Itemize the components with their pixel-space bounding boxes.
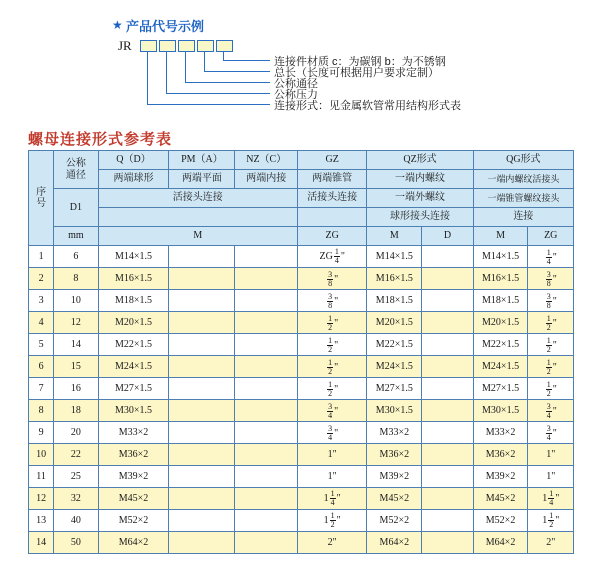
cell-pm [169, 488, 235, 510]
cell-q: M64×2 [98, 532, 169, 554]
header-qz-d: D [422, 227, 473, 246]
leader-h-5 [223, 60, 270, 61]
header-blank-gz [297, 208, 366, 227]
cell-seq: 12 [29, 488, 54, 510]
cell-qz-d [422, 290, 473, 312]
legend-total-length: 总长（长度可根据用户要求定制） [274, 67, 439, 79]
cell-dn: 15 [54, 356, 98, 378]
cell-qz-m: M64×2 [367, 532, 422, 554]
cell-nz [235, 378, 297, 400]
cell-qg-m: M33×2 [473, 422, 528, 444]
cell-qz-d [422, 268, 473, 290]
cell-seq: 9 [29, 422, 54, 444]
cell-q: M20×1.5 [98, 312, 169, 334]
cell-gz: 1" [297, 444, 366, 466]
header-qz-desc: 一端内螺纹 [367, 170, 473, 189]
cell-pm [169, 334, 235, 356]
header-group-pm: PM（A） [169, 151, 235, 170]
cell-qg-zg: $\frac{1}{2}$ " [528, 312, 574, 334]
cell-dn: 16 [54, 378, 98, 400]
code-box-4 [197, 40, 214, 52]
cell-nz [235, 510, 297, 532]
cell-gz: 2" [297, 532, 366, 554]
code-box-1 [140, 40, 157, 52]
cell-qg-m: M14×1.5 [473, 246, 528, 268]
table-row [29, 268, 574, 290]
cell-qg-zg: 1" [528, 444, 574, 466]
cell-seq: 4 [29, 312, 54, 334]
cell-gz: $\frac{3}{8}$ " [297, 268, 366, 290]
cell-nz [235, 312, 297, 334]
table-row [29, 466, 574, 488]
cell-pm [169, 444, 235, 466]
cell-seq: 13 [29, 510, 54, 532]
cell-gz: $\frac{3}{4}$ " [297, 422, 366, 444]
cell-pm [169, 466, 235, 488]
header-group-qg: QG形式 [473, 151, 573, 170]
table-row [29, 334, 574, 356]
cell-qg-m: M36×2 [473, 444, 528, 466]
cell-seq: 7 [29, 378, 54, 400]
header-q-desc: 两端球形 [98, 170, 169, 189]
cell-seq: 14 [29, 532, 54, 554]
cell-qz-m: M27×1.5 [367, 378, 422, 400]
cell-dn: 14 [54, 334, 98, 356]
cell-qg-zg: $\frac{3}{4}$ " [528, 400, 574, 422]
cell-q: M27×1.5 [98, 378, 169, 400]
cell-qz-d [422, 510, 473, 532]
cell-nz [235, 444, 297, 466]
cell-qg-m: M18×1.5 [473, 290, 528, 312]
legend-nominal-pressure: 公称压力 [274, 89, 318, 101]
cell-qg-zg: $\frac{3}{8}$ " [528, 290, 574, 312]
header-group-nz: NZ（C） [235, 151, 297, 170]
table-header-row-3 [29, 189, 574, 208]
cell-qz-m: M30×1.5 [367, 400, 422, 422]
star-icon: ★ [112, 18, 123, 32]
cell-qg-m: M45×2 [473, 488, 528, 510]
header-pm-desc: 两端平面 [169, 170, 235, 189]
cell-q: M22×1.5 [98, 334, 169, 356]
table-header-row-5 [29, 227, 574, 246]
leader-line-1 [147, 51, 148, 104]
cell-pm [169, 246, 235, 268]
cell-q: M30×1.5 [98, 400, 169, 422]
cell-gz: ZG $\frac{1}{4}$ " [297, 246, 366, 268]
cell-q: M45×2 [98, 488, 169, 510]
cell-gz: 1 $\frac{1}{4}$ " [297, 488, 366, 510]
cell-pm [169, 532, 235, 554]
cell-seq: 2 [29, 268, 54, 290]
cell-qg-m: M52×2 [473, 510, 528, 532]
cell-dn: 22 [54, 444, 98, 466]
cell-qg-m: M22×1.5 [473, 334, 528, 356]
cell-pm [169, 378, 235, 400]
table-row [29, 246, 574, 268]
cell-gz: 1 $\frac{1}{2}$ " [297, 510, 366, 532]
cell-qz-d [422, 378, 473, 400]
cell-qg-m: M20×1.5 [473, 312, 528, 334]
header-group-q: Q（D） [98, 151, 169, 170]
cell-qg-m: M16×1.5 [473, 268, 528, 290]
cell-qg-zg: $\frac{1}{2}$ " [528, 334, 574, 356]
cell-qz-m: M39×2 [367, 466, 422, 488]
header-d1: D1 [54, 189, 98, 227]
table-header-row-2 [29, 170, 574, 189]
cell-qz-m: M33×2 [367, 422, 422, 444]
cell-qz-m: M18×1.5 [367, 290, 422, 312]
cell-qz-d [422, 356, 473, 378]
cell-qz-m: M36×2 [367, 444, 422, 466]
code-box-5 [216, 40, 233, 52]
cell-gz: 1" [297, 466, 366, 488]
cell-qz-d [422, 532, 473, 554]
cell-nz [235, 466, 297, 488]
cell-q: M39×2 [98, 466, 169, 488]
header-qg-connect: 连接 [473, 208, 573, 227]
leader-line-2 [166, 51, 167, 93]
cell-qz-m: M45×2 [367, 488, 422, 510]
header-seq: 序号 [29, 151, 54, 246]
cell-nz [235, 532, 297, 554]
header-unit-zg: ZG [297, 227, 366, 246]
cell-qg-zg: $\frac{1}{4}$ " [528, 246, 574, 268]
header-group-qz: QZ形式 [367, 151, 473, 170]
cell-qz-d [422, 422, 473, 444]
cell-pm [169, 510, 235, 532]
cell-qz-d [422, 488, 473, 510]
cell-qg-zg: $\frac{1}{2}$ " [528, 378, 574, 400]
cell-qz-m: M14×1.5 [367, 246, 422, 268]
cell-qg-zg: $\frac{3}{8}$ " [528, 268, 574, 290]
cell-dn: 25 [54, 466, 98, 488]
table-header-row-1 [29, 151, 574, 170]
header-unit-m: M [98, 227, 297, 246]
cell-qg-m: M27×1.5 [473, 378, 528, 400]
cell-nz [235, 400, 297, 422]
page-title: 螺母连接形式参考表 [28, 131, 173, 148]
cell-q: M33×2 [98, 422, 169, 444]
cell-seq: 11 [29, 466, 54, 488]
header-qg-taper-thread: 一端锥管螺纹接头 [473, 189, 573, 208]
cell-dn: 32 [54, 488, 98, 510]
cell-q: M52×2 [98, 510, 169, 532]
diagram-title: 产品代号示例 [126, 19, 205, 34]
cell-nz [235, 488, 297, 510]
cell-gz: $\frac{1}{2}$ " [297, 378, 366, 400]
table-row [29, 422, 574, 444]
header-qz-m: M [367, 227, 422, 246]
cell-gz: $\frac{1}{2}$ " [297, 334, 366, 356]
cell-gz: $\frac{1}{2}$ " [297, 312, 366, 334]
table-row [29, 312, 574, 334]
cell-gz: $\frac{3}{8}$ " [297, 290, 366, 312]
cell-q: M16×1.5 [98, 268, 169, 290]
cell-qg-m: M39×2 [473, 466, 528, 488]
cell-pm [169, 422, 235, 444]
table-row [29, 532, 574, 554]
cell-qz-d [422, 444, 473, 466]
cell-qz-m: M22×1.5 [367, 334, 422, 356]
cell-dn: 20 [54, 422, 98, 444]
header-gz-union: 活接头连接 [297, 189, 366, 208]
cell-qg-zg: 1 $\frac{1}{2}$ " [528, 510, 574, 532]
cell-seq: 8 [29, 400, 54, 422]
cell-dn: 50 [54, 532, 98, 554]
nut-connection-table [28, 150, 574, 554]
leader-h-1 [147, 104, 270, 105]
table-row [29, 356, 574, 378]
table-row [29, 378, 574, 400]
cell-qz-m: M24×1.5 [367, 356, 422, 378]
cell-nz [235, 334, 297, 356]
cell-qg-m: M30×1.5 [473, 400, 528, 422]
cell-qz-m: M16×1.5 [367, 268, 422, 290]
leader-line-3 [185, 51, 186, 82]
legend-material: 连接件材质 c：为碳钢 b：为不锈钢 [274, 56, 446, 68]
leader-line-5 [223, 51, 224, 60]
cell-nz [235, 246, 297, 268]
cell-dn: 10 [54, 290, 98, 312]
header-nz-desc: 两端内接 [235, 170, 297, 189]
legend-connection-type: 连接形式：见金属软管常用结构形式表 [274, 100, 461, 112]
header-qz-ext-thread: 一端外螺纹 [367, 189, 473, 208]
cell-pm [169, 400, 235, 422]
cell-qg-zg: $\frac{1}{2}$ " [528, 356, 574, 378]
header-left-union: 活接头连接 [98, 189, 297, 208]
leader-h-3 [185, 82, 270, 83]
cell-pm [169, 312, 235, 334]
header-unit-mm: mm [54, 227, 98, 246]
leader-h-4 [204, 71, 270, 72]
cell-pm [169, 290, 235, 312]
cell-seq: 5 [29, 334, 54, 356]
code-prefix: JR [118, 38, 132, 53]
cell-qg-zg: $\frac{3}{4}$ " [528, 422, 574, 444]
cell-qg-m: M64×2 [473, 532, 528, 554]
table-body [29, 246, 574, 554]
header-dn: 公称通径 [54, 151, 98, 189]
cell-dn: 6 [54, 246, 98, 268]
table-row [29, 488, 574, 510]
cell-seq: 10 [29, 444, 54, 466]
cell-qg-zg: 1 $\frac{1}{4}$ " [528, 488, 574, 510]
cell-gz: $\frac{3}{4}$ " [297, 400, 366, 422]
cell-qg-zg: 2" [528, 532, 574, 554]
header-qg-zg: ZG [528, 227, 574, 246]
cell-qg-m: M24×1.5 [473, 356, 528, 378]
header-blank-left [98, 208, 297, 227]
table-head [29, 151, 574, 246]
cell-qz-d [422, 312, 473, 334]
cell-q: M14×1.5 [98, 246, 169, 268]
cell-dn: 18 [54, 400, 98, 422]
cell-dn: 40 [54, 510, 98, 532]
header-qg-m: M [473, 227, 528, 246]
cell-qz-m: M52×2 [367, 510, 422, 532]
cell-pm [169, 268, 235, 290]
table-row [29, 290, 574, 312]
header-qz-ball-joint: 球形接头连接 [367, 208, 473, 227]
cell-nz [235, 268, 297, 290]
leader-h-2 [166, 93, 270, 94]
cell-gz: $\frac{1}{2}$ " [297, 356, 366, 378]
cell-dn: 12 [54, 312, 98, 334]
code-box-3 [178, 40, 195, 52]
cell-q: M36×2 [98, 444, 169, 466]
cell-qz-m: M20×1.5 [367, 312, 422, 334]
table-header-row-4 [29, 208, 574, 227]
legend-nominal-diameter: 公称通径 [274, 78, 318, 90]
cell-qz-d [422, 334, 473, 356]
cell-qg-zg: 1" [528, 466, 574, 488]
cell-seq: 6 [29, 356, 54, 378]
cell-nz [235, 290, 297, 312]
header-qg-desc: 一端内螺纹活接头 [473, 170, 573, 189]
header-gz-desc: 两端锥管 [297, 170, 366, 189]
cell-qz-d [422, 246, 473, 268]
cell-dn: 8 [54, 268, 98, 290]
cell-qz-d [422, 466, 473, 488]
cell-nz [235, 356, 297, 378]
cell-seq: 1 [29, 246, 54, 268]
cell-qz-d [422, 400, 473, 422]
table-row [29, 444, 574, 466]
table-row [29, 510, 574, 532]
product-code-diagram [0, 0, 600, 122]
cell-q: M18×1.5 [98, 290, 169, 312]
header-group-gz: GZ [297, 151, 366, 170]
cell-pm [169, 356, 235, 378]
leader-line-4 [204, 51, 205, 71]
cell-nz [235, 422, 297, 444]
code-box-2 [159, 40, 176, 52]
table-row [29, 400, 574, 422]
cell-q: M24×1.5 [98, 356, 169, 378]
cell-seq: 3 [29, 290, 54, 312]
